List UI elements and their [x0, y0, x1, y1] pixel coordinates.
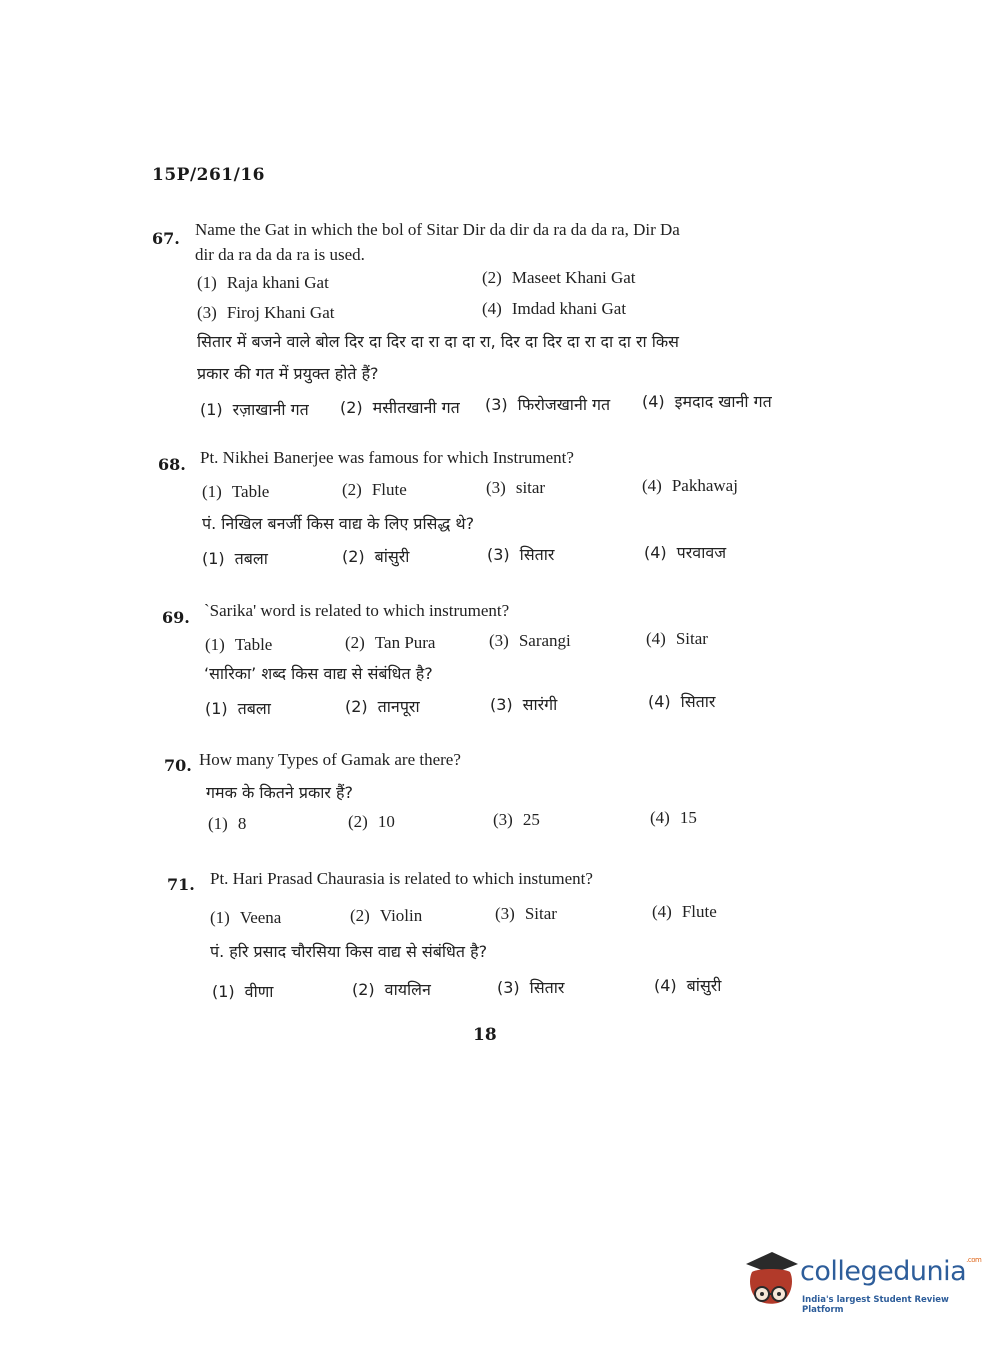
- option-4-hi: (4) बांसुरी: [654, 976, 722, 995]
- option-3-en: (3) Sitar: [495, 904, 557, 923]
- option-1-en: (1) Table: [202, 482, 270, 501]
- question-text-hi: सितार में बजने वाले बोल दिर दा दिर दा रा दा दा रा, दिर दा दिर दा रा दा दा रा किस: [197, 332, 679, 351]
- option-4-en: (4) 15: [650, 808, 697, 827]
- question-text-en: `Sarika' word is related to which instrument?: [204, 601, 510, 620]
- option-1-hi: (1) वीणा: [212, 982, 274, 1001]
- option-4-hi: (4) सितार: [648, 692, 716, 711]
- option-2-hi: (2) मसीतखानी गत: [340, 398, 460, 417]
- option-1-en: (1) Raja khani Gat: [197, 273, 329, 292]
- question-number: 70.: [164, 756, 192, 775]
- question-text-hi: ‘सारिका’ शब्द किस वाद्य से संबंधित है?: [204, 664, 433, 683]
- option-2-en: (2) 10: [348, 812, 395, 831]
- question-text-en: Pt. Hari Prasad Chaurasia is related to which instument?: [210, 869, 593, 888]
- question-number: 67.: [152, 229, 180, 248]
- option-1-hi: (1) तबला: [205, 699, 271, 718]
- brand-name: collegedunia$^{.com}$: [800, 1256, 982, 1287]
- option-2-en: (2) Maseet Khani Gat: [482, 268, 636, 287]
- option-2-en: (2) Violin: [350, 906, 423, 925]
- option-3-en: (3) Firoj Khani Gat: [197, 303, 335, 322]
- option-4-en: (4) Imdad khani Gat: [482, 299, 627, 318]
- question-text-en: How many Types of Gamak are there?: [199, 750, 461, 769]
- question-text-hi: गमक के कितने प्रकार हैं?: [206, 783, 353, 802]
- question-text-en: Pt. Nikhei Banerjee was famous for which Instrument?: [200, 448, 574, 467]
- option-4-en: (4) Sitar: [646, 629, 708, 648]
- question-number: 68.: [158, 455, 186, 474]
- question-number: 69.: [162, 608, 190, 627]
- option-3-hi: (3) फिरोजखानी गत: [485, 395, 611, 414]
- brand-tagline: India's largest Student Review Platform: [802, 1295, 949, 1315]
- option-4-hi: (4) परवावज: [644, 543, 727, 562]
- option-1-hi: (1) रज़ाखानी गत: [200, 400, 309, 419]
- question-text-hi: पं. हरि प्रसाद चौरसिया किस वाद्य से संबंधित है?: [210, 942, 488, 961]
- question-text-hi-cont: प्रकार की गत में प्रयुक्त होते हैं?: [197, 364, 379, 383]
- option-3-en: (3) 25: [493, 810, 540, 829]
- option-1-hi: (1) तबला: [202, 549, 268, 568]
- option-3-en: (3) sitar: [486, 478, 546, 497]
- paper-code: 15P/261/16: [152, 165, 266, 185]
- question-number: 71.: [167, 875, 195, 894]
- collegedunia-watermark: [742, 1250, 982, 1320]
- question-text-en-cont: dir da ra da da ra is used.: [195, 245, 365, 264]
- option-3-hi: (3) सितार: [497, 978, 565, 997]
- option-3-hi: (3) सितार: [487, 545, 555, 564]
- option-2-en: (2) Flute: [342, 480, 407, 499]
- option-2-hi: (2) बांसुरी: [342, 547, 410, 566]
- option-4-en: (4) Flute: [652, 902, 717, 921]
- question-text-hi: पं. निखिल बनर्जी किस वाद्य के लिए प्रसिद्ध थे?: [202, 514, 475, 533]
- option-2-en: (2) Tan Pura: [345, 633, 436, 652]
- option-1-en: (1) Table: [205, 635, 273, 654]
- option-2-hi: (2) वायलिन: [352, 980, 431, 999]
- question-text-en: Name the Gat in which the bol of Sitar Dir da dir da ra da da ra, Dir Da: [195, 220, 680, 239]
- option-4-en: (4) Pakhawaj: [642, 476, 738, 495]
- option-3-hi: (3) सारंगी: [490, 695, 558, 714]
- mascot-icon: [742, 1250, 800, 1312]
- option-3-en: (3) Sarangi: [489, 631, 571, 650]
- option-2-hi: (2) तानपूरा: [345, 697, 420, 716]
- option-1-en: (1) 8: [208, 814, 247, 833]
- option-4-hi: (4) इमदाद खानी गत: [642, 392, 772, 411]
- page-number: 18: [473, 1025, 497, 1045]
- option-1-en: (1) Veena: [210, 908, 282, 927]
